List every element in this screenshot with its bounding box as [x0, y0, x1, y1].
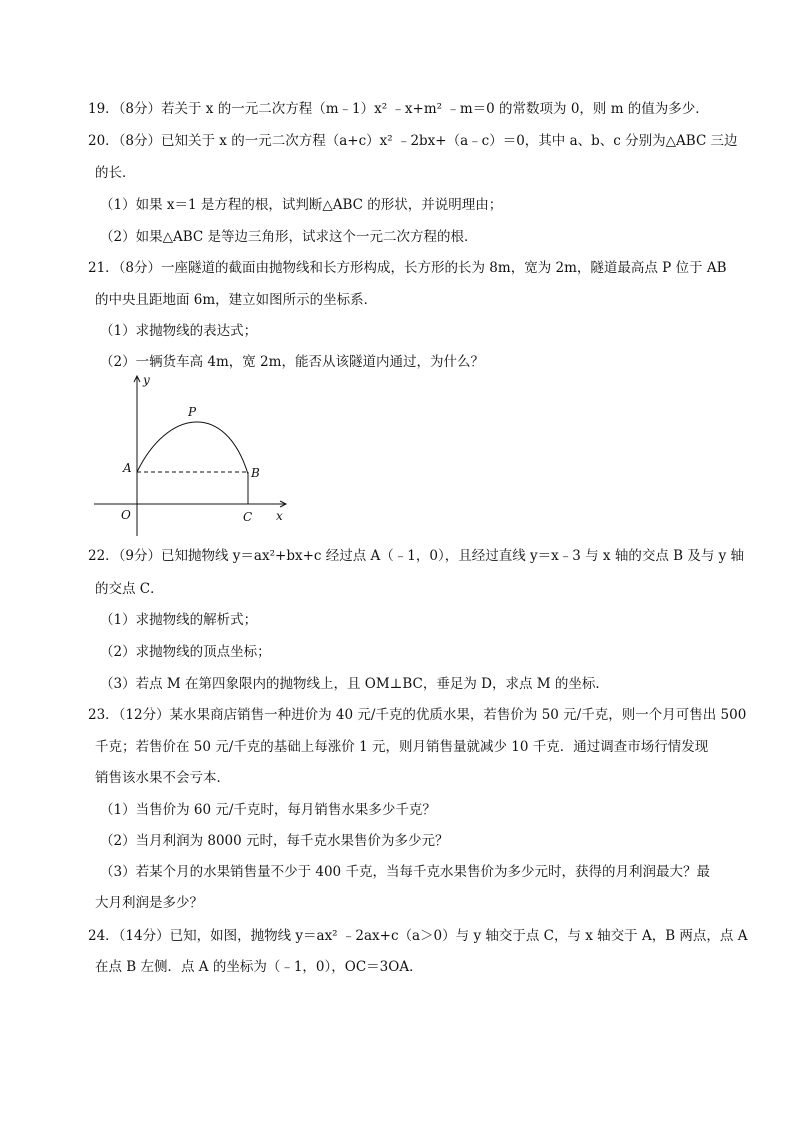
question-20-part-1: （1）如果 x＝1 是方程的根，试判断△ABC 的形状，并说明理由；	[100, 197, 503, 213]
origin-label: O	[121, 508, 131, 522]
question-23-part-2: （2）当月利润为 8000 元时，每千克水果售价为多少元？	[100, 833, 449, 849]
question-23-part-3-cont: 大月利润是多少？	[95, 895, 203, 911]
question-23-cont-2: 销售该水果不会亏本．	[95, 770, 230, 786]
question-21-part-2: （2）一辆货车高 4m，宽 2m，能否从该隧道内通过，为什么？	[100, 354, 484, 370]
x-axis-label: x	[276, 509, 283, 523]
question-23-part-3: （3）若某个月的水果销售量不少于 400 千克，当每千克水果售价为多少元时，获得的月利润最大？最	[100, 864, 710, 880]
question-22: 22．（9分）已知抛物线 y＝ax²+bx+c 经过点 A（﹣1，0），且经过直线 y＝x﹣3 与 x 轴的交点 B 及与 y 轴	[88, 548, 745, 564]
question-22-cont: 的交点 C．	[95, 581, 164, 597]
question-20: 20．（8分）已知关于 x 的一元二次方程（a+c）x² ﹣2bx+（a﹣c）＝0，其中 a、b、c 分别为△ABC 三边	[88, 133, 738, 149]
y-axis-label: y	[143, 373, 150, 387]
question-23-part-1: （1）当售价为 60 元/千克时，每月销售水果多少千克？	[100, 802, 436, 818]
question-19: 19．（8分）若关于 x 的一元二次方程（m﹣1）x² ﹣x+m² ﹣m＝0 的常数项为 0，则 m 的值为多少．	[88, 101, 709, 117]
point-p-label: P	[188, 405, 197, 419]
question-23-cont-1: 千克；若售价在 50 元/千克的基础上每涨价 1 元，则月销售量就减少 10 千克．通过调查市场行情发现	[95, 739, 709, 755]
question-21-part-1: （1）求抛物线的表达式；	[100, 323, 258, 339]
question-21: 21．（8分）一座隧道的截面由抛物线和长方形构成，长方形的长为 8m，宽为 2m，隧道最高点 P 位于 AB	[88, 260, 727, 276]
question-24-cont: 在点 B 左侧．点 A 的坐标为（﹣1，0），OC＝3OA．	[95, 959, 423, 975]
point-b-label: B	[251, 466, 260, 480]
question-23: 23．（12分）某水果商店销售一种进价为 40 元/千克的优质水果，若售价为 50 元/千克，则一个月可售出 500	[88, 707, 747, 723]
question-22-part-1: （1）求抛物线的解析式；	[100, 612, 258, 628]
question-22-part-2: （2）求抛物线的顶点坐标；	[100, 644, 271, 660]
question-20-part-2: （2）如果△ABC 是等边三角形，试求这个一元二次方程的根．	[100, 229, 478, 245]
point-a-label: A	[123, 461, 132, 475]
question-24: 24．（14分）已知，如图，抛物线 y＝ax² ﹣2ax+c（a＞0）与 y 轴交于点 C，与 x 轴交于 A，B 两点，点 A	[88, 928, 748, 944]
question-21-cont: 的中央且距地面 6m，建立如图所示的坐标系．	[95, 292, 378, 308]
point-c-label: C	[243, 510, 253, 524]
question-22-part-3: （3）若点 M 在第四象限内的抛物线上，且 OM⊥BC，垂足为 D，求点 M 的坐标．	[100, 676, 609, 692]
tunnel-figure	[90, 368, 300, 540]
question-20-cont: 的长．	[95, 165, 136, 181]
